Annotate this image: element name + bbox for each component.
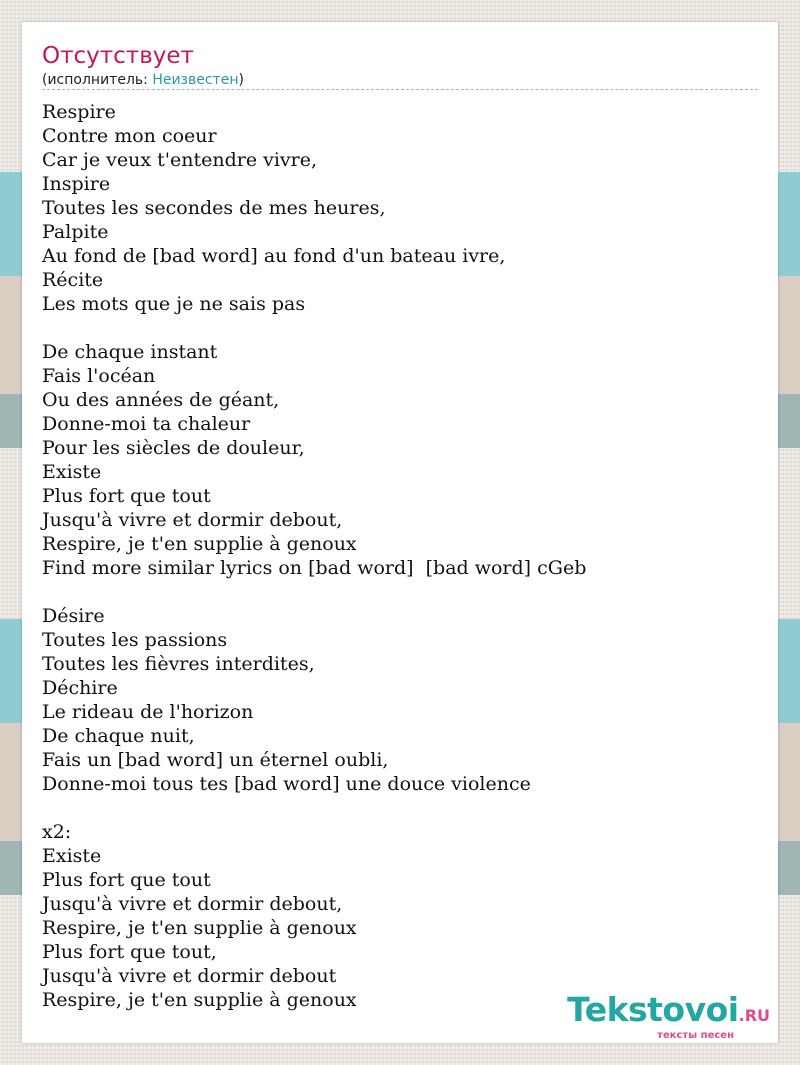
lyric-line: Existe [42, 461, 102, 483]
lyric-line: Toutes les secondes de mes heures, [42, 197, 386, 219]
artist-suffix: ) [238, 72, 244, 88]
song-title: Отсутствует [42, 43, 194, 69]
lyric-line: Find more similar lyrics on [bad word] [bad word] cGeb [42, 557, 587, 579]
logo-wordmark [567, 990, 770, 1033]
lyric-line: Car je veux t'entendre vivre, [42, 149, 318, 171]
lyric-line: Plus fort que tout [42, 485, 211, 507]
lyric-line: x2: [42, 821, 72, 843]
lyric-line: Palpite [42, 221, 109, 243]
lyric-line: Respire, je t'en supplie à genoux [42, 917, 357, 939]
lyric-line: Respire [42, 101, 116, 123]
lyric-line: Jusqu'à vivre et dormir debout [42, 965, 337, 987]
artist-line [42, 71, 244, 89]
lyric-blank-line [42, 580, 762, 604]
lyric-line: Récite [42, 269, 104, 291]
lyric-line: Ou des années de géant, [42, 389, 280, 411]
lyric-line: Plus fort que tout, [42, 941, 217, 963]
lyric-line: Fais l'océan [42, 365, 156, 387]
logo-tagline: тексты песен [657, 1030, 734, 1041]
lyric-line: Désire [42, 605, 105, 627]
lyric-line: Jusqu'à vivre et dormir debout, [42, 893, 343, 915]
lyric-line: Respire, je t'en supplie à genoux [42, 989, 357, 1011]
lyric-line: Le rideau de l'horizon [42, 701, 254, 723]
lyric-line: Donne-moi ta chaleur [42, 413, 251, 435]
lyric-line: Toutes les passions [42, 629, 228, 651]
lyric-line: De chaque instant [42, 341, 218, 363]
site-logo[interactable] [567, 990, 770, 1041]
lyric-line: De chaque nuit, [42, 725, 195, 747]
artist-prefix: (исполнитель: [42, 72, 153, 88]
lyric-line: Contre mon coeur [42, 125, 217, 147]
lyrics-card [22, 22, 778, 1043]
lyric-line: Les mots que je ne sais pas [42, 293, 306, 315]
dashed-divider [42, 89, 758, 90]
logo-main-text: Tekstovoi [567, 990, 739, 1029]
lyric-line: Au fond de [bad word] au fond d'un bateau ivre, [42, 245, 506, 267]
lyric-line: Respire, je t'en supplie à genoux [42, 533, 357, 555]
lyrics-body [42, 100, 762, 1012]
lyric-line: Existe [42, 845, 102, 867]
logo-domain-suffix: .RU [738, 1006, 770, 1025]
lyric-line: Déchire [42, 677, 118, 699]
lyric-line: Inspire [42, 173, 111, 195]
lyric-line: Jusqu'à vivre et dormir debout, [42, 509, 343, 531]
lyric-line: Donne-moi tous tes [bad word] une douce violence [42, 773, 531, 795]
lyric-line: Toutes les fièvres interdites, [42, 653, 315, 675]
lyric-blank-line [42, 316, 762, 340]
lyric-line: Plus fort que tout [42, 869, 211, 891]
lyric-blank-line [42, 796, 762, 820]
artist-link[interactable]: Неизвестен [152, 72, 239, 88]
lyric-line: Fais un [bad word] un éternel oubli, [42, 749, 389, 771]
lyric-line: Pour les siècles de douleur, [42, 437, 305, 459]
